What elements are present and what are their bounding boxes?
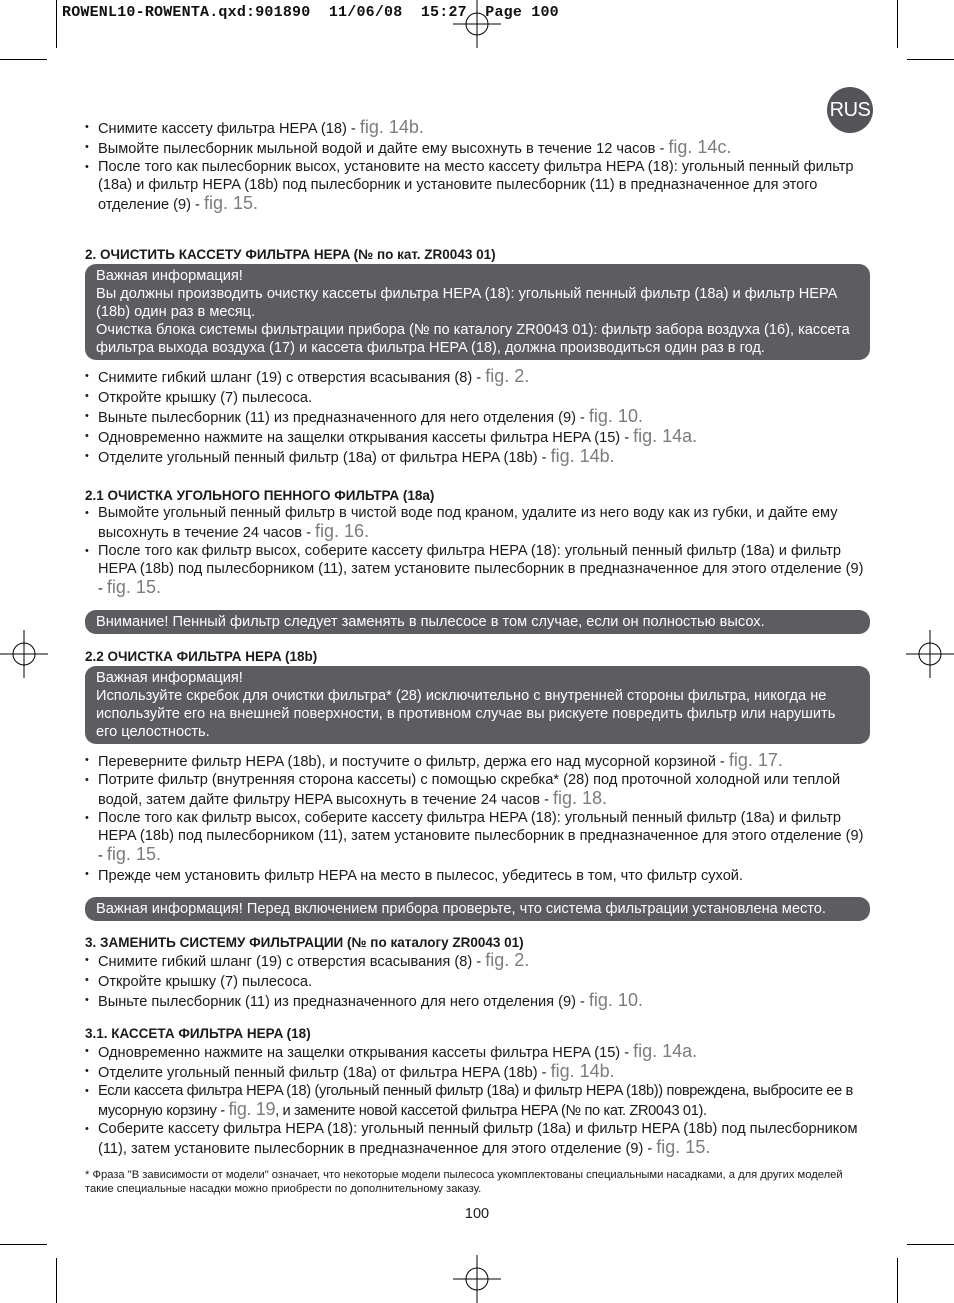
list-item: • Потрите фильтр (внутренняя сторона кассеты) с помощью скребка* (28) под проточной холодной или теплой водой, затем дайте фильтру HEPA высохнуть в течение 24 часов - fig. 18.: [85, 771, 870, 809]
page-number: 100: [464, 1206, 490, 1222]
list-item: • Если кассета фильтра HEPA (18) (угольный пенный фильтр (18a) и фильтр HEPA (18b)) повреждена, выбросите ее в мусорную корзину - fig. 19, и замените новой кассетой фильтра HEPA (№ по кат. ZR0043 01).: [85, 1082, 870, 1120]
figure-reference: fig. 2.: [485, 950, 530, 970]
figure-reference: fig. 15.: [106, 577, 161, 597]
section-title: 2.2 ОЧИСТКА ФИЛЬТРА HEPA (18b): [85, 649, 318, 664]
crop-mark-top-left-h: [0, 59, 47, 60]
figure-reference: fig. 17.: [728, 750, 783, 770]
list-item: • Прежде чем установить фильтр HEPA на место в пылесос, убедитесь в том, что фильтр сухой.: [85, 865, 870, 885]
crop-mark-bottom-left-v: [56, 1258, 57, 1303]
page-content: [85, 118, 870, 1196]
figure-reference: fig. 15.: [656, 1137, 711, 1157]
intro-list: [85, 118, 870, 214]
language-badge: RUS: [827, 87, 873, 133]
figure-reference: fig. 19: [228, 1099, 276, 1119]
crop-mark-bottom-right-v: [897, 1258, 898, 1303]
important-info-box: Важная информация! Вы должны производить очистку кассеты фильтра HEPA (18): угольный пенный фильтр (18a) и фильтр HEPA (18b) один раз в месяц. Очистка блока системы фильтрации прибора (№ по каталогу ZR0043 01): фильтр забора воздуха (16), кассета фильтра выхода воздуха (17) и кассета фильтра HEPA (18), должна производиться один раз в год.: [85, 264, 870, 360]
important-info-box: Важная информация! Перед включением прибора проверьте, что система фильтрации установлена место.: [85, 897, 870, 921]
figure-reference: fig. 16.: [315, 521, 370, 541]
figure-reference: fig. 14a.: [633, 1041, 698, 1061]
list-item: • Соберите кассету фильтра HEPA (18): угольный пенный фильтр (18a) и фильтр HEPA (18b) под пылесборником (11), затем установите пылесборник в предназначенное для этого отделение (9) - fig. 15.: [85, 1120, 870, 1158]
list-item: • Одновременно нажмите на защелки открывания кассеты фильтра HEPA (15) - fig. 14a.: [85, 427, 870, 447]
list-item: • Снимите кассету фильтра HEPA (18) - fig. 14b.: [85, 118, 870, 138]
crop-mark-top-left-v: [56, 0, 57, 48]
figure-reference: fig. 15.: [203, 193, 259, 213]
section-title: 3.1. КАССЕТА ФИЛЬТРА HEPA (18): [85, 1026, 311, 1041]
warning-box: Внимание! Пенный фильтр следует заменять в пылесосе в том случае, если он полностью высох.: [85, 610, 870, 634]
list-item: • После того как фильтр высох, соберите кассету фильтра HEPA (18): угольный пенный фильтр (18a) и фильтр HEPA (18b) под пылесборником (11), затем установите пылесборник в предназначенное для этого отделение (9) - fig. 15.: [85, 542, 870, 598]
list-item: • Откройте крышку (7) пылесоса.: [85, 971, 870, 991]
figure-reference: fig. 2.: [485, 366, 530, 386]
list-item: • После того как фильтр высох, соберите кассету фильтра HEPA (18): угольный пенный фильтр (18a) и фильтр HEPA (18b) под пылесборником (11), затем установите пылесборник в предназначенное для этого отделение (9) - fig. 15.: [85, 809, 870, 865]
crop-mark-bottom-right-h: [907, 1244, 954, 1245]
list-item: • Снимите гибкий шланг (19) с отверстия всасывания (8) - fig. 2.: [85, 367, 870, 387]
figure-reference: fig. 10.: [588, 406, 643, 426]
list-item: • Одновременно нажмите на защелки открывания кассеты фильтра HEPA (15) - fig. 14a.: [85, 1042, 870, 1062]
section21-list: [85, 504, 870, 598]
section22-list: [85, 751, 870, 885]
figure-reference: fig. 14b.: [359, 117, 424, 137]
registration-mark-right-icon: [906, 630, 954, 678]
section2-list: [85, 367, 870, 467]
figure-reference: fig. 14b.: [550, 446, 615, 466]
section-title: 3. ЗАМЕНИТЬ СИСТЕМУ ФИЛЬТРАЦИИ (№ по каталогу ZR0043 01): [85, 935, 524, 950]
registration-mark-top-icon: [453, 0, 501, 48]
list-item: • Вымойте угольный пенный фильтр в чистой воде под краном, удалите из него воду как из губки, и дайте ему высохнуть в течение 24 часов - fig. 16.: [85, 504, 870, 542]
list-item: • Отделите угольный пенный фильтр (18a) от фильтра HEPA (18b) - fig. 14b.: [85, 447, 870, 467]
print-file-header: ROWENL10-ROWENTA.qxd:901890 11/06/08 15:27 Page 100: [62, 4, 559, 21]
section3-list: [85, 951, 870, 1011]
list-item: • Выньте пылесборник (11) из предназначенного для него отделения (9) - fig. 10.: [85, 407, 870, 427]
list-item: • Выньте пылесборник (11) из предназначенного для него отделения (9) - fig. 10.: [85, 991, 870, 1011]
registration-mark-left-icon: [0, 630, 48, 678]
important-info-box: Важная информация! Используйте скребок для очистки фильтра* (28) исключительно с внутренней стороны фильтра, никогда не используйте его на внешней поверхности, в противном случае вы рискуете повредить фильтр или нарушить его целостность.: [85, 666, 870, 744]
list-item: • Отделите угольный пенный фильтр (18a) от фильтра HEPA (18b) - fig. 14b.: [85, 1062, 870, 1082]
list-item: • Снимите гибкий шланг (19) с отверстия всасывания (8) - fig. 2.: [85, 951, 870, 971]
crop-mark-top-right-h: [907, 59, 954, 60]
section31-list: [85, 1042, 870, 1158]
crop-mark-bottom-left-h: [0, 1244, 47, 1245]
list-item: • Вымойте пылесборник мыльной водой и дайте ему высохнуть в течение 12 часов - fig. 14c.: [85, 138, 870, 158]
figure-reference: fig. 10.: [588, 990, 643, 1010]
list-item: • После того как пылесборник высох, установите на место кассету фильтра HEPA (18): угольный пенный фильтр (18a) и фильтр HEPA (18b) под пылесборник и установите пылесборник (11) в предназначенное для этого отделение (9) - fig. 15.: [85, 158, 870, 214]
section-title: 2. ОЧИСТИТЬ КАССЕТУ ФИЛЬТРА HEPA (№ по кат. ZR0043 01): [85, 247, 496, 262]
registration-mark-bottom-icon: [453, 1255, 501, 1303]
figure-reference: fig. 18.: [553, 788, 608, 808]
figure-reference: fig. 15.: [106, 844, 161, 864]
figure-reference: fig. 14b.: [550, 1061, 615, 1081]
section-title: 2.1 ОЧИСТКА УГОЛЬНОГО ПЕННОГО ФИЛЬТРА (18a): [85, 488, 435, 503]
footnote: * Фраза "В зависимости от модели" означает, что некоторые модели пылесоса укомплектованы специальными насадками, а для других моделей такие специальные насадки можно приобрести по дополнительному заказу.: [85, 1169, 843, 1195]
list-item: • Откройте крышку (7) пылесоса.: [85, 387, 870, 407]
list-item: • Переверните фильтр HEPA (18b), и постучите о фильтр, держа его над мусорной корзиной - fig. 17.: [85, 751, 870, 771]
figure-reference: fig. 14c.: [668, 137, 732, 157]
figure-reference: fig. 14a.: [633, 426, 698, 446]
crop-mark-top-right-v: [897, 0, 898, 48]
